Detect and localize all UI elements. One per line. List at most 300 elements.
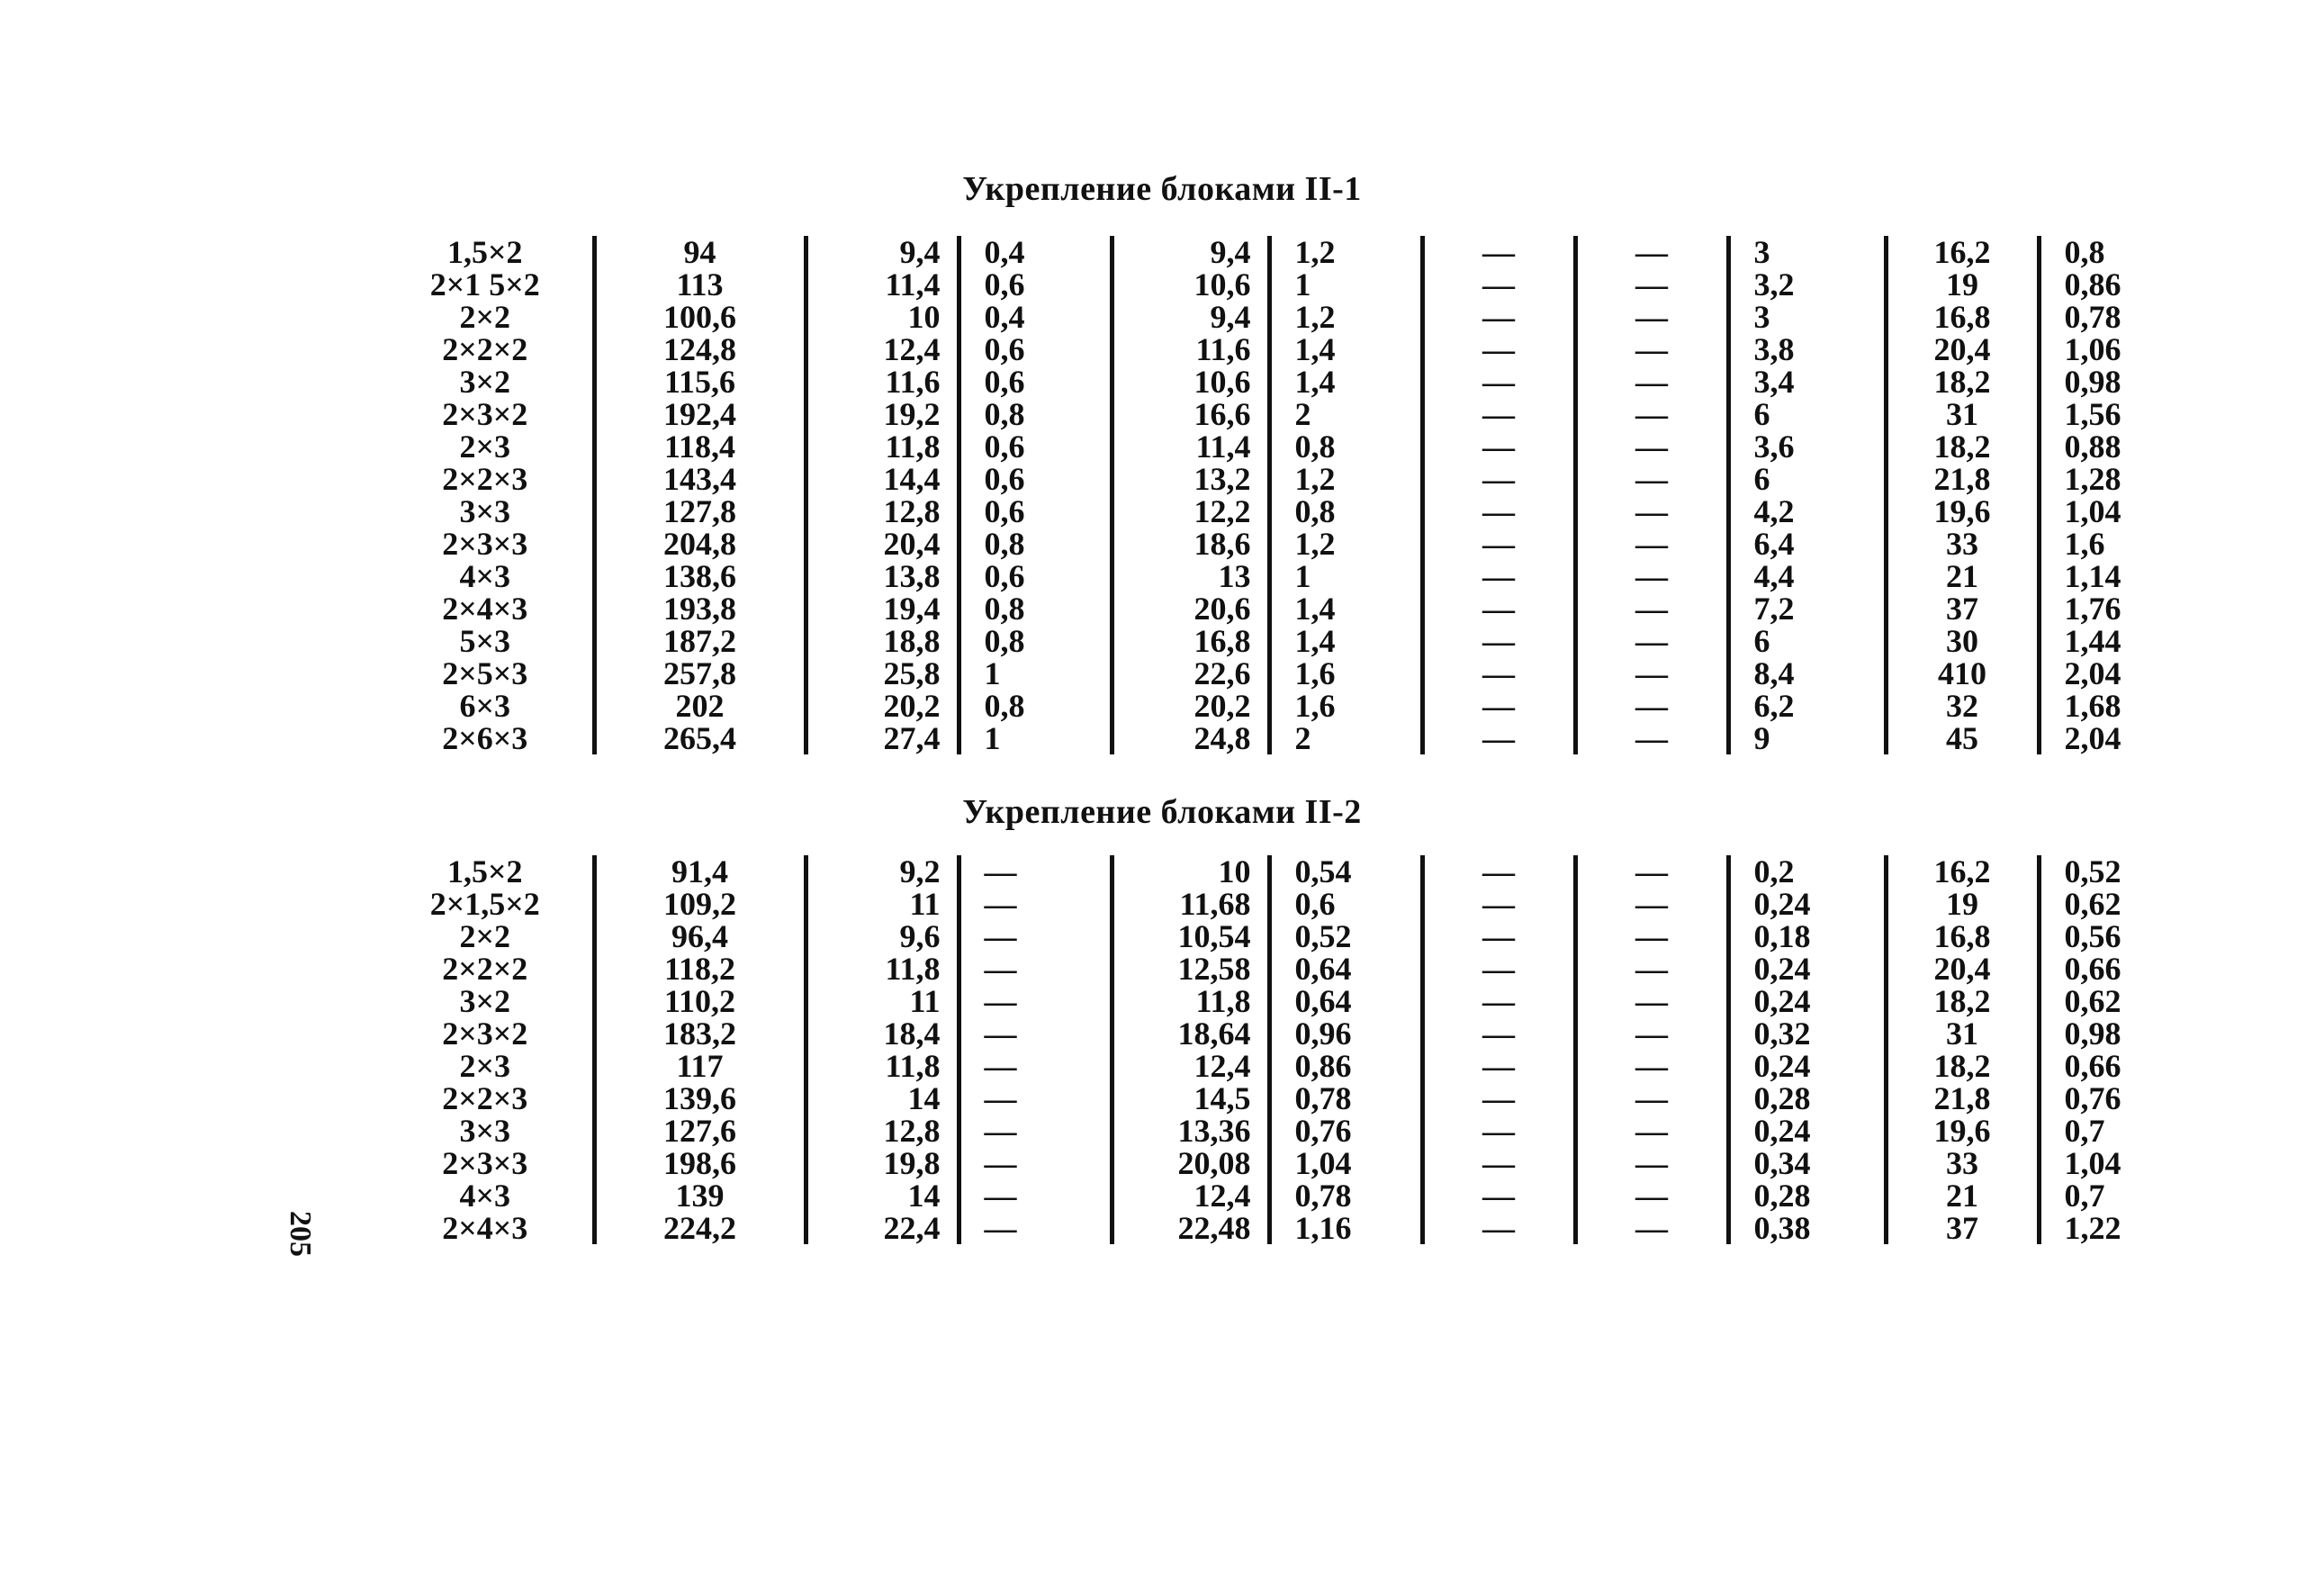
table-cell: 0,6 <box>959 463 1112 495</box>
table-cell: 0,76 <box>2064 1080 2121 1116</box>
table-cell: 0,8 <box>1269 495 1422 528</box>
table-cell: — <box>1575 592 1728 625</box>
table-cell: 12,8 <box>806 1115 959 1147</box>
table-cell: 13,36 <box>1112 1115 1269 1147</box>
table-row <box>378 1179 2201 1212</box>
table-row <box>378 236 2201 268</box>
table-cell: — <box>959 1050 1112 1082</box>
table-cell: — <box>959 1147 1112 1179</box>
table-cell: — <box>1422 953 1575 985</box>
table-cell: 1,6 <box>2064 526 2105 562</box>
table-cell: 0,6 <box>959 560 1112 592</box>
table-cell: — <box>1575 920 1728 953</box>
table-cell: 143,4 <box>594 463 806 495</box>
table-cell: 9,6 <box>806 920 959 953</box>
table-cell: 0,6 <box>959 430 1112 463</box>
table-cell: 10 <box>1112 855 1269 888</box>
table-cell: 13,2 <box>1112 463 1269 495</box>
table-cell: 1,04 <box>2064 1145 2121 1181</box>
table-cell: 1,2 <box>1269 528 1422 560</box>
table-cell: — <box>1422 333 1575 366</box>
table-cell: 16,8 <box>1112 625 1269 657</box>
table-cell: 13,8 <box>806 560 959 592</box>
table-cell: 11,6 <box>806 366 959 398</box>
table-cell: 0,6 <box>959 366 1112 398</box>
table-cell: — <box>959 855 1112 888</box>
table-row <box>378 398 2201 430</box>
table-cell: 113 <box>594 268 806 301</box>
table-cell: 20,2 <box>1112 690 1269 722</box>
table-row <box>378 560 2201 592</box>
row-label-cell: 4×3 <box>378 1179 594 1212</box>
table-cell: 1,76 <box>2064 591 2121 627</box>
table-row <box>378 301 2201 333</box>
table-cell: 118,2 <box>594 953 806 985</box>
table-cell: 202 <box>594 690 806 722</box>
table-cell: 0,8 <box>959 625 1112 657</box>
row-label-cell: 2×2×2 <box>378 333 594 366</box>
table-cell: 1,22 <box>2064 1210 2121 1246</box>
row-label-cell: 2×3 <box>378 430 594 463</box>
row-label-cell: 3×3 <box>378 495 594 528</box>
table-cell: 1,4 <box>1269 592 1422 625</box>
table-cell: 11 <box>806 985 959 1017</box>
row-label-cell: 2×3×3 <box>378 528 594 560</box>
table-cell: 19,6 <box>1886 495 2039 528</box>
table-cell: 12,2 <box>1112 495 1269 528</box>
table-cell: — <box>1422 855 1575 888</box>
table-cell: 139,6 <box>594 1082 806 1115</box>
row-label-cell: 5×3 <box>378 625 594 657</box>
table-cell: 0,2 <box>1728 855 1886 888</box>
row-label-cell: 2×2×3 <box>378 463 594 495</box>
table-cell: 1,4 <box>1269 333 1422 366</box>
table-cell: 9,4 <box>1112 236 1269 268</box>
table-cell: 0,8 <box>2064 234 2105 270</box>
table-cell: — <box>959 953 1112 985</box>
table-cell: 33 <box>1886 528 2039 560</box>
table-cell: 0,64 <box>1269 953 1422 985</box>
table-cell: 7,2 <box>1728 592 1886 625</box>
table-cell: 1,6 <box>1269 690 1422 722</box>
table-cell: 12,58 <box>1112 953 1269 985</box>
table-cell: 192,4 <box>594 398 806 430</box>
table-cell: 0,54 <box>1269 855 1422 888</box>
table-cell: 187,2 <box>594 625 806 657</box>
table-cell: 204,8 <box>594 528 806 560</box>
table-cell: 9 <box>1728 722 1886 754</box>
table-cell: — <box>959 985 1112 1017</box>
table-cell: 18,4 <box>806 1017 959 1050</box>
table-cell: 20,4 <box>806 528 959 560</box>
table-cell: 16,8 <box>1886 920 2039 953</box>
table-row <box>378 657 2201 690</box>
table-cell: 3 <box>1728 236 1886 268</box>
table-cell: 0,6 <box>959 495 1112 528</box>
table-cell: — <box>1575 268 1728 301</box>
table-cell: 0,66 <box>2064 1048 2121 1084</box>
table-cell: 16,8 <box>1886 301 2039 333</box>
table-cell: 0,62 <box>2064 886 2121 922</box>
table-cell: 0,24 <box>1728 953 1886 985</box>
table-cell: 37 <box>1886 592 2039 625</box>
table-cell: 19,6 <box>1886 1115 2039 1147</box>
table-cell: — <box>1575 953 1728 985</box>
table-cell: 1 <box>1269 560 1422 592</box>
table-cell: 0,78 <box>1269 1082 1422 1115</box>
table-cell: — <box>1575 430 1728 463</box>
row-label-cell: 2×2×2 <box>378 953 594 985</box>
table-row <box>378 888 2201 920</box>
table-cell: — <box>1422 495 1575 528</box>
table-cell: 0,98 <box>2064 364 2121 400</box>
table-cell: 14,4 <box>806 463 959 495</box>
table-cell: 10,6 <box>1112 268 1269 301</box>
table-cell: 127,6 <box>594 1115 806 1147</box>
table-cell: 31 <box>1886 398 2039 430</box>
table-cell: 2,04 <box>2064 655 2121 691</box>
table-cell: 6 <box>1728 463 1886 495</box>
table-cell: 0,24 <box>1728 985 1886 1017</box>
table-cell: 0,76 <box>1269 1115 1422 1147</box>
table-cell: — <box>1575 1147 1728 1179</box>
row-label-cell: 2×3×3 <box>378 1147 594 1179</box>
table-cell: 9,2 <box>806 855 959 888</box>
table-row <box>378 1017 2201 1050</box>
table-cell: 0,8 <box>1269 430 1422 463</box>
table-row <box>378 1147 2201 1179</box>
table-cell: 2 <box>1269 398 1422 430</box>
table-cell: 1,2 <box>1269 463 1422 495</box>
row-label-cell: 2×2 <box>378 920 594 953</box>
table-cell: — <box>1575 236 1728 268</box>
table-cell: 21 <box>1886 560 2039 592</box>
table-cell: 21 <box>1886 1179 2039 1212</box>
table-cell: 11,68 <box>1112 888 1269 920</box>
table-cell: 0,4 <box>959 236 1112 268</box>
table-row <box>378 920 2201 953</box>
table-cell: — <box>1422 625 1575 657</box>
row-label-cell: 2×1 5×2 <box>378 268 594 301</box>
table-cell: 183,2 <box>594 1017 806 1050</box>
table-cell: 96,4 <box>594 920 806 953</box>
table-cell: 0,88 <box>2064 429 2121 465</box>
table-cell: 16,2 <box>1886 855 2039 888</box>
table-cell: 37 <box>1886 1212 2039 1244</box>
table-cell: — <box>1422 1017 1575 1050</box>
row-label-cell: 2×6×3 <box>378 722 594 754</box>
table-cell: 18,8 <box>806 625 959 657</box>
table-cell: — <box>959 1017 1112 1050</box>
table-cell: — <box>1575 463 1728 495</box>
table-row <box>378 985 2201 1017</box>
table-cell: — <box>1575 722 1728 754</box>
table-cell: 1 <box>959 657 1112 690</box>
table-cell: 0,8 <box>959 528 1112 560</box>
table-cell: — <box>959 920 1112 953</box>
table-cell: 1,06 <box>2064 331 2121 367</box>
table-cell: 1,04 <box>2064 493 2121 529</box>
table-cell: 12,8 <box>806 495 959 528</box>
table-cell: 1 <box>959 722 1112 754</box>
table-cell: 257,8 <box>594 657 806 690</box>
table-cell: 18,2 <box>1886 430 2039 463</box>
table-cell: 3,4 <box>1728 366 1886 398</box>
table-cell: — <box>1422 1212 1575 1244</box>
table-cell: — <box>1422 592 1575 625</box>
table-cell: 1,2 <box>1269 236 1422 268</box>
table-cell: 20,4 <box>1886 953 2039 985</box>
table-cell: 0,34 <box>1728 1147 1886 1179</box>
table-cell: 0,52 <box>1269 920 1422 953</box>
row-label-cell: 2×2×3 <box>378 1082 594 1115</box>
table-cell: — <box>1575 333 1728 366</box>
table-cell: 19 <box>1886 268 2039 301</box>
table-cell: — <box>1575 495 1728 528</box>
table-cell: — <box>1422 985 1575 1017</box>
row-label-cell: 3×3 <box>378 1115 594 1147</box>
table-cell: 11,6 <box>1112 333 1269 366</box>
table-row <box>378 495 2201 528</box>
row-label-cell: 6×3 <box>378 690 594 722</box>
table-row <box>378 463 2201 495</box>
table-row <box>378 430 2201 463</box>
table-cell: 10,6 <box>1112 366 1269 398</box>
table-cell: 11 <box>806 888 959 920</box>
table-cell: 12,4 <box>806 333 959 366</box>
table-cell: 14,5 <box>1112 1082 1269 1115</box>
table-cell: 20,08 <box>1112 1147 1269 1179</box>
table-cell: 11,8 <box>1112 985 1269 1017</box>
page-number: 205 <box>284 1211 317 1257</box>
table-cell: 45 <box>1886 722 2039 754</box>
table-row <box>378 333 2201 366</box>
table-cell: 11,4 <box>806 268 959 301</box>
table-cell: 24,8 <box>1112 722 1269 754</box>
table-cell: 0,86 <box>1269 1050 1422 1082</box>
table-cell: — <box>1422 1115 1575 1147</box>
table-cell: 0,78 <box>1269 1179 1422 1212</box>
row-label-cell: 1,5×2 <box>378 855 594 888</box>
table-cell: 0,24 <box>1728 1050 1886 1082</box>
table-cell: — <box>959 1212 1112 1244</box>
table-cell: 100,6 <box>594 301 806 333</box>
table-row <box>378 722 2201 754</box>
table-cell: — <box>1422 920 1575 953</box>
table-cell: 19,8 <box>806 1147 959 1179</box>
table-cell: 0,24 <box>1728 1115 1886 1147</box>
table-cell: 9,4 <box>806 236 959 268</box>
table-cell: 4,2 <box>1728 495 1886 528</box>
table-cell: 33 <box>1886 1147 2039 1179</box>
table-cell: 117 <box>594 1050 806 1082</box>
table-cell: 0,96 <box>1269 1017 1422 1050</box>
table-cell: — <box>1422 1050 1575 1082</box>
table-cell: 1,4 <box>1269 625 1422 657</box>
table-cell: 18,2 <box>1886 1050 2039 1082</box>
table-row <box>378 690 2201 722</box>
table-cell: — <box>1422 268 1575 301</box>
table-cell: 1,28 <box>2064 461 2121 497</box>
table-row <box>378 625 2201 657</box>
table-cell: 19,4 <box>806 592 959 625</box>
table-cell: — <box>1575 1082 1728 1115</box>
table-cell: — <box>1422 430 1575 463</box>
table-cell: 2,04 <box>2064 720 2121 756</box>
table-cell: 14 <box>806 1179 959 1212</box>
table-cell: 0,7 <box>2064 1113 2105 1149</box>
table-cell: 11,8 <box>806 430 959 463</box>
table-cell: 18,64 <box>1112 1017 1269 1050</box>
table-cell: 0,28 <box>1728 1179 1886 1212</box>
table-cell: 0,6 <box>959 268 1112 301</box>
table-cell: 127,8 <box>594 495 806 528</box>
table-cell: 22,6 <box>1112 657 1269 690</box>
table-cell: 18,6 <box>1112 528 1269 560</box>
table-cell: 14 <box>806 1082 959 1115</box>
table-cell: — <box>1422 657 1575 690</box>
table-cell: 0,8 <box>959 398 1112 430</box>
table-cell: 91,4 <box>594 855 806 888</box>
table-row <box>378 1082 2201 1115</box>
table-cell: 1,44 <box>2064 623 2121 659</box>
table-row <box>378 528 2201 560</box>
table-cell: 9,4 <box>1112 301 1269 333</box>
table-cell: — <box>1422 366 1575 398</box>
table-cell: 25,8 <box>806 657 959 690</box>
table-cell: 94 <box>594 236 806 268</box>
table-cell: — <box>1575 1017 1728 1050</box>
table-cell: — <box>1575 855 1728 888</box>
table-cell: — <box>1422 1147 1575 1179</box>
table-cell: 3,2 <box>1728 268 1886 301</box>
table-cell: — <box>1575 625 1728 657</box>
table-cell: — <box>1422 690 1575 722</box>
table-cell: 124,8 <box>594 333 806 366</box>
table-cell: 16,6 <box>1112 398 1269 430</box>
table-cell: 4,4 <box>1728 560 1886 592</box>
table-cell: 0,6 <box>959 333 1112 366</box>
table-cell: — <box>1575 1115 1728 1147</box>
table-cell: — <box>1422 463 1575 495</box>
table-cell: 0,6 <box>1269 888 1422 920</box>
table-cell: 11,8 <box>806 953 959 985</box>
table-cell: 13 <box>1112 560 1269 592</box>
table-cell: 0,8 <box>959 690 1112 722</box>
row-label-cell: 1,5×2 <box>378 236 594 268</box>
table-cell: — <box>1422 888 1575 920</box>
table-cell: 6,2 <box>1728 690 1886 722</box>
table-cell: 1,6 <box>1269 657 1422 690</box>
table-cell: 224,2 <box>594 1212 806 1244</box>
table-cell: 10,54 <box>1112 920 1269 953</box>
row-label-cell: 2×3 <box>378 1050 594 1082</box>
table-cell: 16,2 <box>1886 236 2039 268</box>
table-cell: — <box>1575 690 1728 722</box>
table-cell: 11,8 <box>806 1050 959 1082</box>
table-cell: — <box>1575 366 1728 398</box>
table-cell: — <box>1575 1050 1728 1082</box>
table-cell: — <box>1575 985 1728 1017</box>
table-cell: 0,24 <box>1728 888 1886 920</box>
table-cell: — <box>1575 560 1728 592</box>
table-cell: 32 <box>1886 690 2039 722</box>
table-cell: 0,32 <box>1728 1017 1886 1050</box>
table-cell: 138,6 <box>594 560 806 592</box>
row-label-cell: 2×3×2 <box>378 1017 594 1050</box>
table-cell: — <box>1575 888 1728 920</box>
table-row <box>378 268 2201 301</box>
table-ii-1 <box>378 236 2201 754</box>
row-label-cell: 2×5×3 <box>378 657 594 690</box>
table-row <box>378 366 2201 398</box>
table-cell: 0,18 <box>1728 920 1886 953</box>
table-cell: 6 <box>1728 625 1886 657</box>
table-cell: 115,6 <box>594 366 806 398</box>
table-cell: 22,4 <box>806 1212 959 1244</box>
table-cell: 0,86 <box>2064 266 2121 302</box>
table-cell: 12,4 <box>1112 1050 1269 1082</box>
table-cell: — <box>1422 236 1575 268</box>
table-cell: 139 <box>594 1179 806 1212</box>
table-cell: — <box>959 888 1112 920</box>
table-cell: — <box>1575 301 1728 333</box>
table-row <box>378 953 2201 985</box>
table-cell: 18,2 <box>1886 985 2039 1017</box>
row-label-cell: 4×3 <box>378 560 594 592</box>
table-row <box>378 1212 2201 1244</box>
table-cell: 1,56 <box>2064 396 2121 432</box>
table-cell: 21,8 <box>1886 463 2039 495</box>
table-cell: — <box>1575 528 1728 560</box>
table-cell: 265,4 <box>594 722 806 754</box>
table-cell: 0,52 <box>2064 853 2121 889</box>
table-cell: — <box>1575 1212 1728 1244</box>
table-cell: 19,2 <box>806 398 959 430</box>
table-cell: 0,56 <box>2064 918 2121 954</box>
table-cell: 1,4 <box>1269 366 1422 398</box>
table-cell: 0,66 <box>2064 951 2121 987</box>
table-cell: 22,48 <box>1112 1212 1269 1244</box>
table-cell: 2 <box>1269 722 1422 754</box>
table-cell: — <box>1575 657 1728 690</box>
table-cell: 8,4 <box>1728 657 1886 690</box>
table-cell: 0,64 <box>1269 985 1422 1017</box>
table-cell: 410 <box>1886 657 2039 690</box>
table-cell: 3,6 <box>1728 430 1886 463</box>
table-cell: — <box>1575 398 1728 430</box>
table-cell: 0,62 <box>2064 983 2121 1019</box>
table-cell: 1,14 <box>2064 558 2121 594</box>
table-cell: 20,4 <box>1886 333 2039 366</box>
table-ii-2 <box>378 855 2201 1244</box>
table-cell: 0,38 <box>1728 1212 1886 1244</box>
table-cell: 3,8 <box>1728 333 1886 366</box>
table-cell: 21,8 <box>1886 1082 2039 1115</box>
table-cell: 1,68 <box>2064 688 2121 724</box>
table-row <box>378 1115 2201 1147</box>
table-cell: 198,6 <box>594 1147 806 1179</box>
row-label-cell: 2×1,5×2 <box>378 888 594 920</box>
table-cell: 6,4 <box>1728 528 1886 560</box>
row-label-cell: 2×3×2 <box>378 398 594 430</box>
table-cell: — <box>959 1179 1112 1212</box>
row-label-cell: 2×4×3 <box>378 1212 594 1244</box>
table-cell: 109,2 <box>594 888 806 920</box>
table-cell: 27,4 <box>806 722 959 754</box>
table-cell: — <box>1422 398 1575 430</box>
row-label-cell: 3×2 <box>378 985 594 1017</box>
